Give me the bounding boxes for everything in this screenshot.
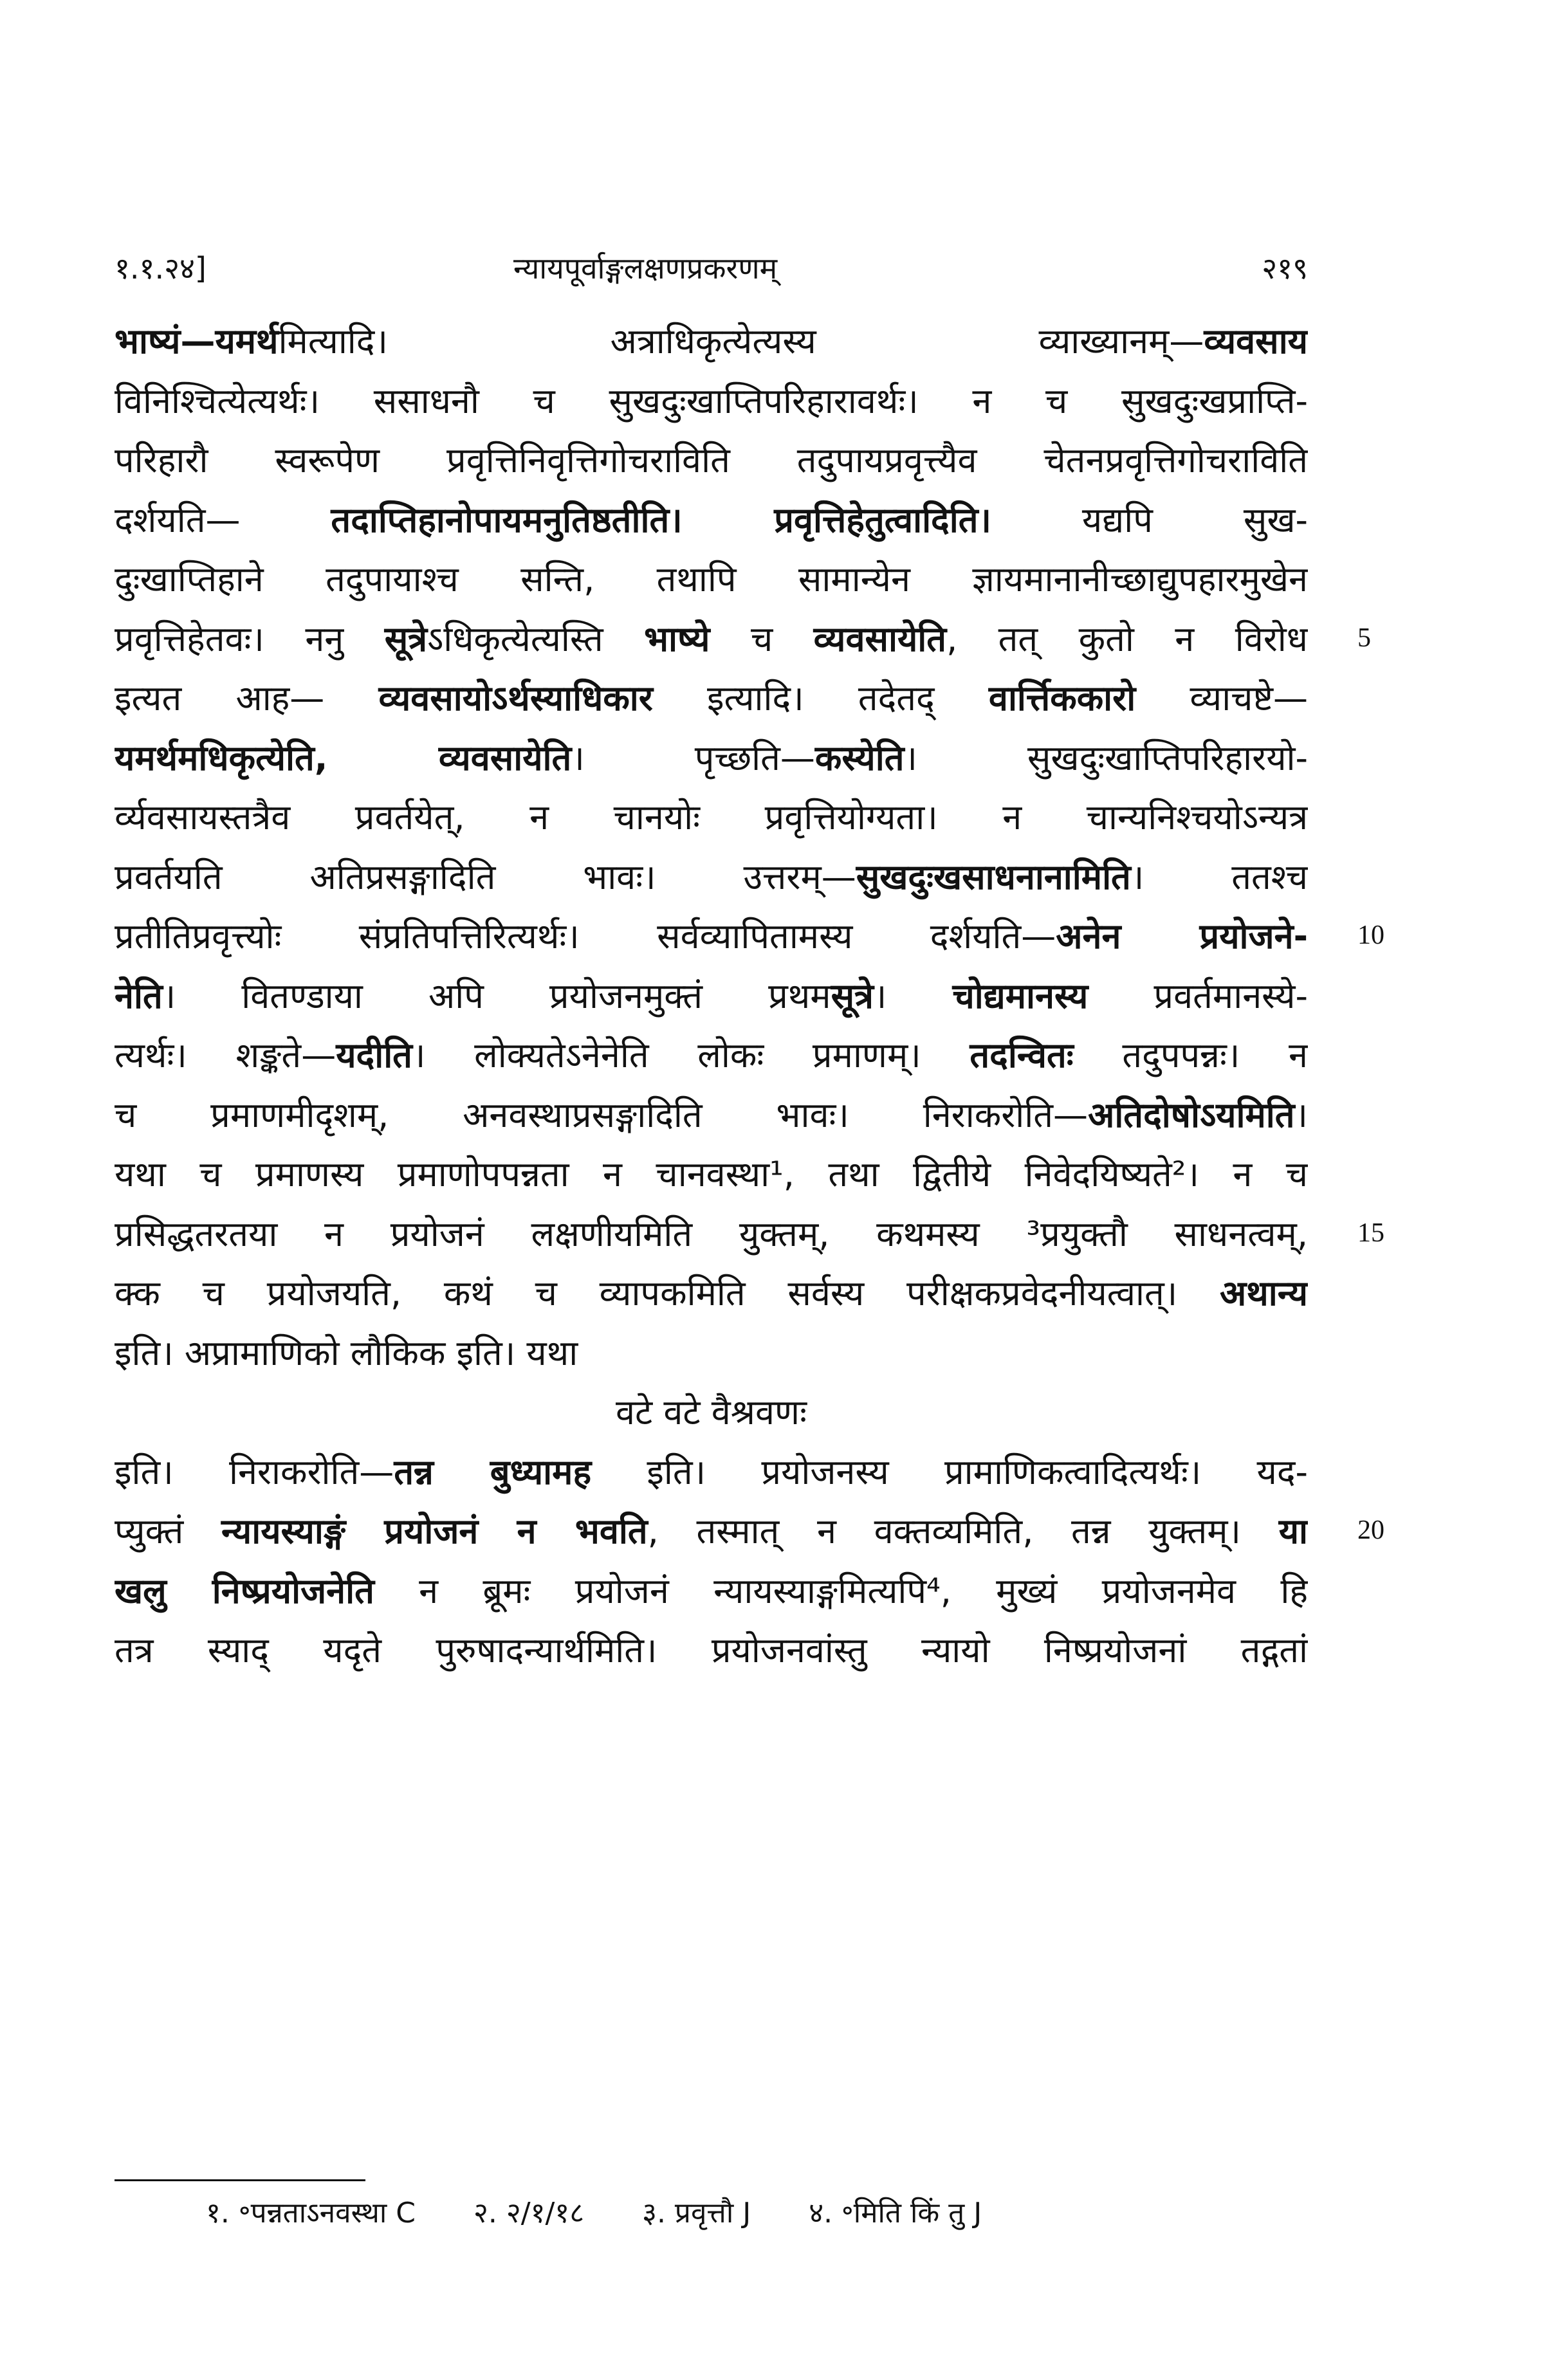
line-number: 10 [1357,920,1384,950]
line-number: 5 [1357,623,1371,653]
text-segment: यद्यपि सुख- [991,499,1308,540]
text-line [115,610,1308,670]
bold-text-segment: व्यवसायेति [813,618,947,659]
line-number: 15 [1357,1218,1384,1248]
text-segment: प्रवर्तमानस्ये- [1088,975,1308,1016]
text-line [115,1443,1308,1503]
text-segment: दुःखाप्तिहाने तदुपायाश्च सन्ति, तथापि सामान्येन ज्ञायमानानीच्छाद्युपहारमुखेन [115,559,1308,600]
text-line [115,1324,1308,1384]
text-line [115,550,1308,610]
text-segment: इति। निराकरोति— [115,1451,394,1492]
text-segment: क्क च प्रयोजयति, कथं च व्यापकमिति सर्वस्य परीक्षकप्रवेदनीयत्वात्। [115,1273,1220,1314]
text-segment: । सुखदुःखाप्तिपरिहारयो- [904,737,1308,778]
text-line [115,1383,1308,1443]
text-segment: इत्यत आह— [115,678,379,719]
bold-text-segment: चोद्यमानस्य [952,975,1089,1016]
text-segment: तत्र स्याद् यदृते पुरुषादन्यार्थमिति। प्रयोजनवांस्तु न्यायो निष्प्रयोजनां तद्गतां [115,1630,1308,1671]
text-line [115,1205,1308,1265]
footnote: २. २/१/१८ [473,2197,585,2229]
bold-text-segment: वार्त्तिककारो [988,678,1136,719]
bold-text-segment: खलु निष्प्रयोजनेति [115,1570,374,1611]
text-line [115,431,1308,491]
bold-text-segment: भाष्ये [644,618,710,659]
main-text [115,312,1308,1681]
text-segment: तदुपपन्नः। न [1073,1035,1308,1076]
text-segment: । [873,975,953,1016]
text-segment: इति। अप्रामाणिको लौकिक इति। यथा [115,1332,578,1373]
text-segment: न ब्रूमः प्रयोजनं न्यायस्याङ्गमित्यपि⁴, मुख्यं प्रयोजनमेव हि [374,1570,1308,1611]
footnote: ४. ॰मिति किं तु J [809,2197,982,2229]
chapter-title: न्यायपूर्वाङ्गलक्षणप्रकरणम् [513,251,778,286]
bold-text-segment: कस्येति [814,737,905,778]
text-segment: त्यर्थः। शङ्कते— [115,1035,336,1076]
text-segment: । वितण्डाया अपि प्रयोजनमुक्तं प्रथम [162,975,831,1016]
bold-text-segment: व्यवसाय [1204,321,1308,362]
bold-text-segment: यमर्थमधिकृत्येति, व्यवसायेति [115,737,572,778]
text-segment: इति। प्रयोजनस्य प्रामाणिकत्वादित्यर्थः। यद- [591,1451,1308,1492]
text-segment: विनिश्चित्येत्यर्थः। ससाधनौ च सुखदुःखाप्तिपरिहारावर्थः। न च सुखदुःखप्राप्ति- [115,380,1308,421]
footnote-rule [115,2179,365,2181]
text-segment: दर्शयति— [115,499,331,540]
footnote: १. ॰पन्नताऽनवस्था C [206,2197,416,2229]
text-segment: वटे वटे वैश्रवणः [615,1392,807,1433]
text-segment: प्युक्तं [115,1511,221,1552]
running-header [115,248,1308,299]
line-number: 20 [1357,1515,1384,1545]
footnotes [206,2192,1300,2237]
text-segment: इत्यादि। तदेतद् [652,678,989,719]
text-segment: च [710,618,814,659]
text-segment: व्याचष्टे— [1135,678,1308,719]
text-line [115,967,1308,1027]
text-segment: । पृच्छति— [571,737,815,778]
bold-text-segment: व्यवसायोऽर्थस्याधिकार [378,678,653,719]
bold-text-segment: या [1278,1511,1308,1552]
text-segment: प्रवृत्तिहेतवः। ननु [115,618,385,659]
text-segment: , तस्मात् न वक्तव्यमिति, तन्न युक्तम्। [647,1511,1279,1552]
text-segment: प्रतीतिप्रवृत्त्योः संप्रतिपत्तिरित्यर्थः। सर्वव्यापितामस्य दर्शयति— [115,916,1056,957]
text-segment: ऽधिकृत्येत्यस्ति [427,618,645,659]
text-line [115,1026,1308,1086]
text-line [115,788,1308,848]
section-number: १.१.२४] [115,251,207,286]
text-segment: यथा च प्रमाणस्य प्रमाणोपपन्नता न चानवस्था¹, तथा द्वितीये निवेदयिष्यते²। न च [115,1154,1308,1195]
bold-text-segment: नेति [115,975,163,1016]
bold-text-segment: अनेन प्रयोजने- [1056,916,1308,957]
text-line [115,729,1308,789]
bold-text-segment: अतिदोषोऽयमिति [1088,1094,1295,1135]
text-line [115,1086,1308,1146]
bold-text-segment: तदाप्तिहानोपायमनुतिष्ठतीति। प्रवृत्तिहेतुत्वादिति। [331,499,991,540]
text-line [115,1145,1308,1205]
bold-text-segment: यदीति [336,1035,412,1076]
footnote: ३. प्रवृत्तौ J [642,2197,751,2229]
text-line [115,1264,1308,1324]
text-line [115,312,1308,372]
text-segment: , तत् कुतो न विरोध [946,618,1308,659]
text-segment: । लोक्यतेऽनेनेति लोकः प्रमाणम्। [412,1035,970,1076]
bold-text-segment: तदन्वितः [970,1035,1074,1076]
bold-text-segment: न्यायस्याङ्गं प्रयोजनं न भवति [221,1511,648,1552]
text-line [115,1562,1308,1622]
text-line [115,1502,1308,1562]
text-line [115,669,1308,729]
bold-text-segment: सुखदुःखसाधनानामिति [856,856,1131,897]
text-segment: प्रवर्तयति अतिप्रसङ्गादिति भावः। उत्तरम्— [115,856,856,897]
text-segment: परिहारौ स्वरूपेण प्रवृत्तिनिवृत्तिगोचराविति तदुपायप्रवृत्त्यैव चेतनप्रवृत्तिगोचराविति [115,440,1308,481]
text-line [115,907,1308,967]
bold-text-segment: तन्न बुध्यामह [394,1451,592,1492]
text-segment: । [1294,1094,1308,1135]
text-segment: च प्रमाणमीदृशम्, अनवस्थाप्रसङ्गादिति भावः। निराकरोति— [115,1094,1089,1135]
text-line [115,491,1308,551]
text-segment: । ततश्च [1130,856,1308,897]
bold-text-segment: अथान्य [1220,1273,1308,1314]
text-line [115,372,1308,432]
text-segment: मित्यादि। अत्राधिकृत्येत्यस्य व्याख्यानम्— [278,321,1204,362]
text-segment: र्व्यवसायस्तत्रैव प्रवर्तयेत्, न चानयोः प्रवृत्तियोग्यता। न चान्यनिश्चयोऽन्यत्र [115,797,1308,838]
page-number: २१९ [1262,251,1308,286]
bold-text-segment: सूत्रे [831,975,874,1016]
text-line [115,1621,1308,1681]
bold-text-segment: सूत्रे [384,618,428,659]
bold-text-segment: भाष्यं—यमर्थ [115,321,279,362]
text-line [115,848,1308,908]
text-segment: प्रसिद्धतरतया न प्रयोजनं लक्षणीयमिति युक्तम्, कथमस्य ³प्रयुक्तौ साधनत्वम्, [115,1213,1308,1254]
